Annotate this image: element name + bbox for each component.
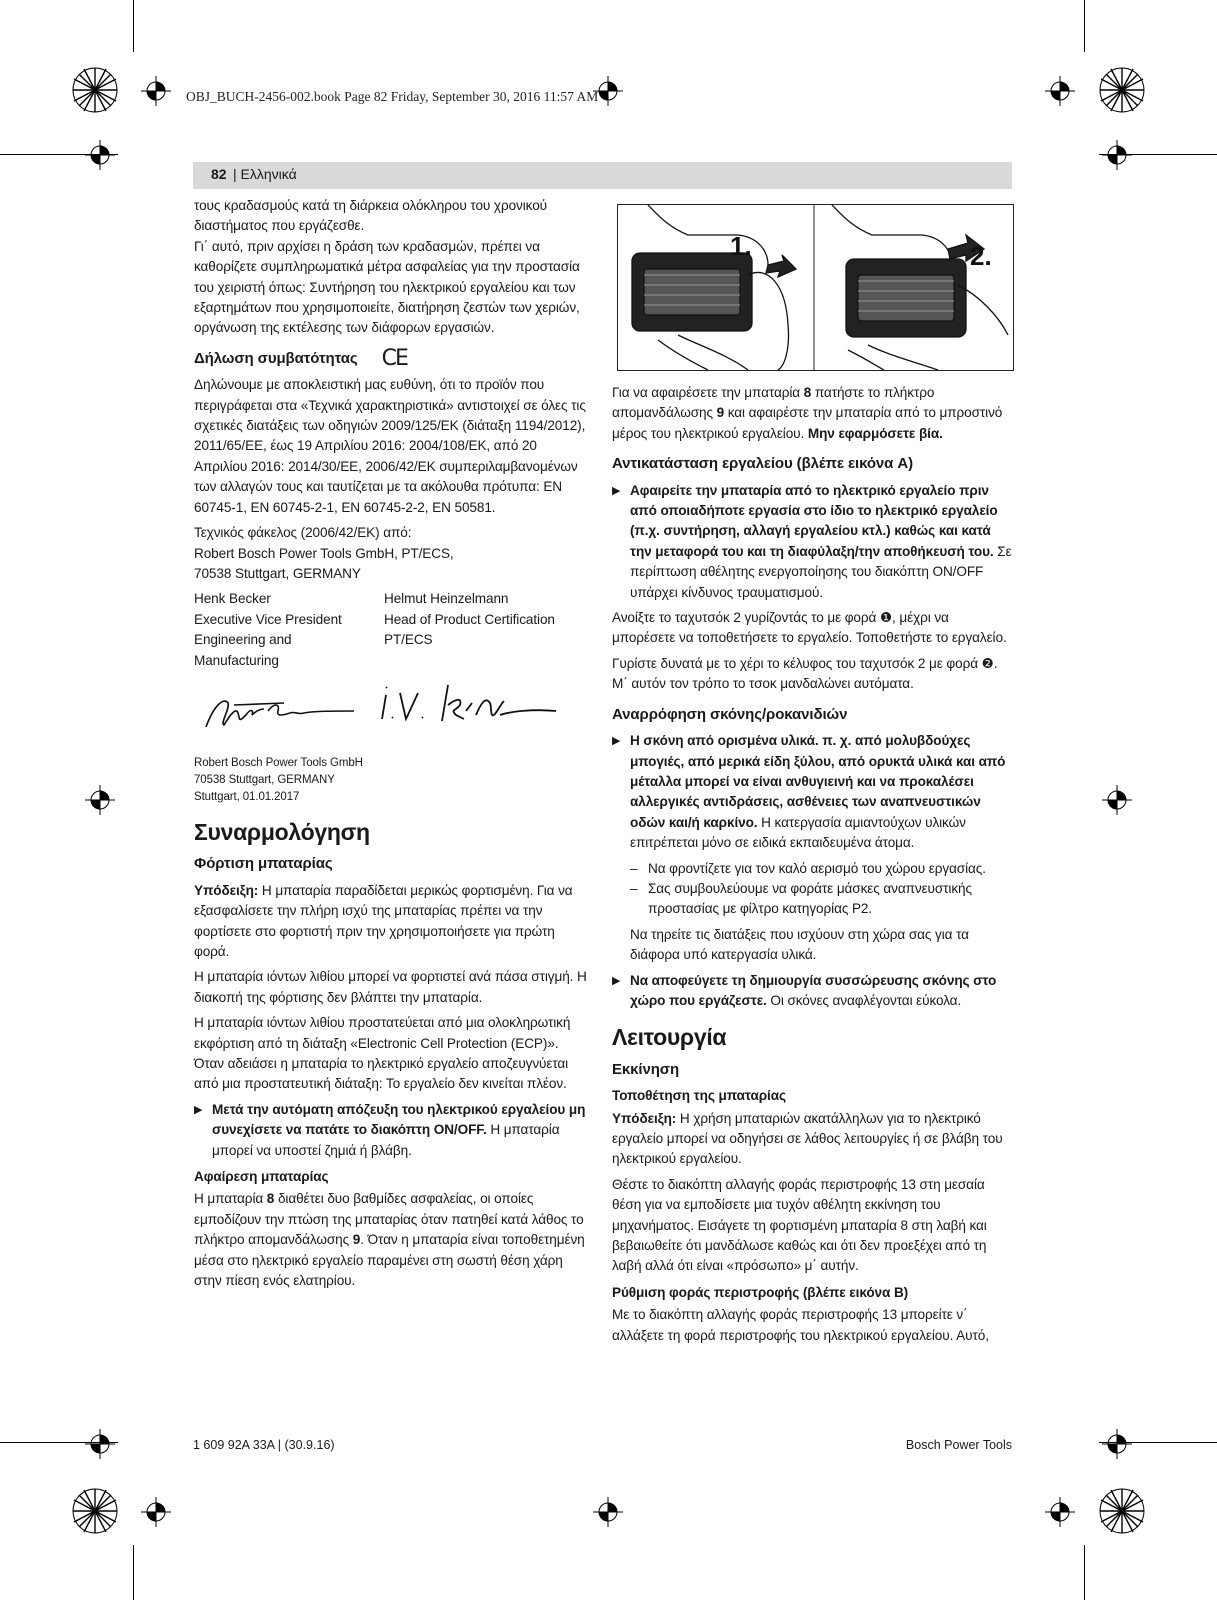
text-run: πατήστε το πλήκτρο απομανδάλωσης (612, 385, 935, 421)
declaration-title: Δήλωση συμβατότητας (194, 349, 358, 367)
figure-caption (612, 383, 1012, 444)
note-label: Υπόδειξη: (194, 882, 259, 898)
registration-rosette-icon (72, 1488, 118, 1534)
crop-mark (133, 0, 134, 52)
warning-text: Σε περίπτωση αθέλητης ενεργοποίησης του διακόπτη ON/OFF υπάρχει κίνδυνος τραυματισμού. (630, 543, 1012, 600)
paragraph: Η μπαταρία ιόντων λιθίου μπορεί να φορτιστεί ανά πάσα στιγμή. Η διακοπή της φόρτισης δεν βλάπτει την μπαταρία. (194, 969, 587, 1005)
signatory-line: PT/ECS (384, 632, 433, 648)
page-header-bar (193, 162, 1012, 189)
registration-crosshair-icon (593, 1497, 623, 1527)
paragraph: Γι΄ αυτό, πριν αρχίσει η δράση των κραδασμών, πρέπει να καθορίζετε συμπληρωματικά μέτρα ασφαλείας για την προστασία του χειριστή όπως: Συντήρηση του ηλεκτρικού εργαλείου και των εξαρτημάτων που χρησιμοποιείτε, διατήρηση ζεστών των χεριών, οργάνωση της εκτέλεσης των διάφορων εργασιών. (194, 238, 580, 336)
paragraph: Να τηρείτε τις διατάξεις που ισχύουν στη χώρα σας για τα διάφορα υπό κατεργασία υλικά. (630, 926, 969, 963)
ref-number: 8 (266, 1191, 275, 1207)
warning-bold: Μετά την αυτόματη απόζευξη του ηλεκτρικού εργαλείου μη συνεχίσετε να πατάτε το διακόπτη ON/OFF. (212, 1101, 586, 1138)
warning-bullet (194, 1100, 592, 1161)
battery-removal-figure (617, 204, 1014, 371)
language-label: Ελληνικά (240, 166, 297, 182)
registration-crosshair-icon (85, 140, 115, 170)
panel-1 (632, 205, 796, 370)
ref-number: 8 (803, 385, 812, 400)
warning-text: Η κατεργασία αμιαντούχων υλικών επιτρέπεται μόνο σε ειδικά εκπαιδευμένα άτομα. (630, 814, 966, 851)
registration-rosette-icon (1099, 1488, 1145, 1534)
insert-note (612, 1109, 1012, 1170)
paragraph: Ανοίξτε το ταχυτσόκ 2 γυρίζοντάς το με φορά ❶, μέχρι να μπορέσετε να τοποθετήσετε το εργαλείο. Τοποθετήστε το εργαλείο. (612, 610, 1007, 646)
registration-rosette-icon (1099, 67, 1145, 113)
dash-item (612, 879, 1012, 920)
signatory-line: Executive Vice President (194, 611, 342, 627)
warning-bold: Να αποφεύγετε τη δημιουργία συσσώρευσης σκόνης στο χώρο που εργάζεστε. (630, 972, 997, 1008)
step-label-1: 1. (730, 231, 752, 261)
registration-crosshair-icon (141, 76, 171, 106)
paragraph: Η μπαταρία ιόντων λιθίου προστατεύεται από μια ολοκληρωτική εκφόρτιση από τη διάταξη «Electronic Cell Protection (ECP)». Όταν αδειάσει η μπαταρία το ηλεκτρικό εργαλείο αποζευγνύεται από μια προστατευτική διάταξη: Το εργαλείο δεν κινείται πλέον. (194, 1015, 571, 1092)
bullet-triangle-icon: ▶ (612, 484, 621, 497)
company-line: Stuttgart, 01.01.2017 (194, 790, 300, 803)
warning-text: Οι σκόνες αναφλέγονται εύκολα. (766, 992, 962, 1008)
registration-crosshair-icon (85, 1429, 115, 1459)
text-run: διαθέτει δυο βαθμίδες ασφαλείας, οι οποίες εμποδίζουν την πτώση της μπαταρίας όταν πατηθεί κατά λάθος το πλήκτρο απομανδάλωσης (194, 1191, 584, 1248)
paragraph: Με το διακόπτη αλλαγής φοράς περιστροφής 13 μπορείτε ν΄ αλλάξετε τη φορά περιστροφής του ηλεκτρικού εργαλείου. Αυτό, (612, 1307, 989, 1343)
start-title: Εκκίνηση (612, 1060, 680, 1078)
removal-text (194, 1189, 592, 1291)
dash-marker: – (630, 880, 638, 896)
warning-bold: Αφαιρείτε την μπαταρία από το ηλεκτρικό εργαλείο πριν από οποιαδήποτε εργασία στο ίδιο το ηλεκτρικό εργαλείο (π.χ. συντήρηση, αλλαγή εργαλείου κτλ.) καθώς και κατά την μεταφορά του και τη διαφύλαξη/την αποθήκευσή του. (630, 482, 998, 559)
warning-bullet (612, 731, 1012, 853)
signatory-line: Head of Product Certification (384, 611, 555, 627)
crop-mark (1084, 1545, 1085, 1600)
dust-title: Αναρρόφηση σκόνης/ροκανιδιών (612, 705, 848, 723)
signatory-line: Helmut Heinzelmann (384, 591, 509, 607)
registration-crosshair-icon (1102, 1429, 1132, 1459)
registration-crosshair-icon (1045, 76, 1075, 106)
page-language (233, 166, 297, 182)
warning-bullet (612, 481, 1012, 603)
text-run: και αφαιρέστε την μπαταρία από το μπροστινό μέρος του ηλεκτρικού εργαλείου. (612, 405, 1003, 441)
tech-file (194, 523, 592, 584)
registration-crosshair-icon (1102, 785, 1132, 815)
registration-crosshair-icon (141, 1497, 171, 1527)
crop-mark (133, 1545, 134, 1600)
registration-crosshair-icon (1045, 1497, 1075, 1527)
ref-number: 9 (716, 405, 725, 421)
section-heading (194, 345, 592, 371)
company-line: Robert Bosch Power Tools GmbH (194, 756, 363, 769)
registration-crosshair-icon (1102, 140, 1132, 170)
dash-marker: – (630, 860, 638, 876)
company-line: 70538 Stuttgart, GERMANY (194, 773, 335, 786)
page-number: 82 (211, 166, 227, 182)
signatory-line: Henk Becker (194, 591, 271, 607)
signatory-line: Manufacturing (194, 652, 279, 668)
assembly-title: Συναρμολόγηση (194, 818, 370, 845)
bullet-triangle-icon: ▶ (612, 735, 621, 748)
removal-title: Αφαίρεση μπαταρίας (194, 1169, 329, 1185)
rotation-title: Ρύθμιση φοράς περιστροφής (βλέπε εικόνα B) (612, 1284, 909, 1300)
operation-title: Λειτουργία (612, 1024, 727, 1051)
dash-text: Σας συμβουλεύουμε να φοράτε μάσκες αναπνευστικής προστασίας με φίλτρο κατηγορίας P2. (648, 880, 972, 917)
registration-rosette-icon (72, 67, 118, 113)
paragraph: τους κραδασμούς κατά τη διάρκεια ολόκληρου του χρονικού διαστήματος που εργάζεσθε. (194, 198, 547, 234)
signatory-line: Engineering and (194, 632, 292, 648)
signatories (194, 589, 592, 671)
warning-text: Η μπαταρία μπορεί να υποστεί ζημιά ή βλάβη. (212, 1122, 560, 1158)
header-separator: | (233, 166, 237, 182)
ce-mark-icon: CE (381, 345, 407, 371)
left-column (194, 196, 592, 1296)
bullet-triangle-icon: ▶ (194, 1103, 203, 1116)
dash-item (612, 859, 1012, 879)
warning-bullet (612, 971, 1012, 1012)
handwritten-signatures (194, 675, 574, 743)
text-run: Για να αφαιρέσετε την μπαταρία (612, 385, 804, 400)
note-text: Η χρήση μπαταριών ακατάλληλων για το ηλεκτρικό εργαλείο μπορεί να οδηγήσει σε λάθος λειτουργίες ή σε βλάβη του ηλεκτρικού εργαλείου. (612, 1110, 1003, 1167)
insert-title: Τοποθέτηση της μπαταρίας (612, 1088, 786, 1104)
panel-2 (832, 205, 1008, 370)
tech-file-line: Robert Bosch Power Tools GmbH, PT/ECS, (194, 545, 454, 561)
company-block (194, 755, 592, 806)
book-file-header: OBJ_BUCH-2456-002.book Page 82 Friday, September 30, 2016 11:57 AM (186, 89, 599, 104)
bullet-triangle-icon: ▶ (612, 974, 621, 987)
crop-mark (1084, 0, 1085, 52)
ref-number: 9 (352, 1232, 361, 1248)
signatory-left (194, 589, 384, 671)
tool-change-title: Αντικατάσταση εργαλείου (βλέπε εικόνα A) (612, 455, 913, 473)
note-label: Υπόδειξη: (612, 1110, 677, 1126)
charging-title: Φόρτιση μπαταρίας (194, 855, 333, 873)
footer-brand: Bosch Power Tools (905, 1438, 1012, 1452)
warning-bold: Μην εφαρμόσετε βία. (807, 425, 943, 441)
paragraph: Θέστε το διακόπτη αλλαγής φοράς περιστροφής 13 στη μεσαία θέση για να εμποδίσετε μια τυχόν αθέλητη εκκίνηση του μηχανήματος. Εισάγετε τη φορτισμένη μπαταρία 8 στη λαβή και βεβαιωθείτε ότι μανδάλωσε καθώς και ότι δεν προεξέχει από τη λαβή αλλά ότι είναι «πρόσωπο» μ΄ αυτήν. (612, 1176, 987, 1274)
tech-file-line: Τεχνικός φάκελος (2006/42/ΕΚ) από: (194, 525, 412, 541)
right-column (612, 383, 1012, 1351)
registration-crosshair-icon (85, 785, 115, 815)
dash-text: Να φροντίζετε για τον καλό αερισμό του χώρου εργασίας. (648, 860, 986, 876)
battery-removal-illustration (618, 205, 1013, 370)
footer-code: 1 609 92A 33A | (30.9.16) (193, 1438, 335, 1452)
text-run: . Όταν η μπαταρία είναι τοποθετημένη μέσα στο ηλεκτρικό εργαλείο παραμένει στη σωστή θέση χάρη στην πίεση ενός ελατηρίου. (194, 1232, 585, 1289)
tech-file-line: 70538 Stuttgart, GERMANY (194, 565, 361, 581)
warning-bold: Η σκόνη από ορισμένα υλικά. π. χ. από μολυβδούχες μπογιές, από μερικά είδη ξύλου, από ορυκτά υλικά και από μέταλλα μπορεί να είναι ανθυγιεινή και να προκαλέσει αλλεργικές αντιδράσεις, ασθένειες των αναπνευστικών οδών και/ή καρκίνο. (630, 733, 1006, 830)
charging-note (194, 881, 592, 963)
text-run: Η μπαταρία (194, 1191, 267, 1207)
step-label-2: 2. (970, 241, 992, 271)
paragraph: Γυρίστε δυνατά με το χέρι το κέλυφος του ταχυτσόκ 2 με φορά ❷. Μ΄ αυτόν τον τρόπο το τσοκ μανδαλώνει αυτόματα. (612, 655, 998, 692)
signatory-right (384, 589, 574, 671)
note-text: Η μπαταρία παραδίδεται μερικώς φορτισμένη. Για να εξασφαλίσετε την πλήρη ισχύ της μπαταρίας πρέπει να την φορτίσετε στο φορτιστή πριν την χρησιμοποιήσετε για πρώτη φορά. (194, 882, 573, 959)
declaration-text: Δηλώνουμε με αποκλειστική μας ευθύνη, ότι το προϊόν που περιγράφεται στα «Τεχνικά χαρακτηριστικά» αντιστοιχεί σε όλες τις σχετικές διατάξεις των οδηγιών 2009/125/ΕΚ (διάταξη 1194/2012), 2011/65/ΕΕ, έως 19 Απριλίου 2016: 2004/108/ΕΚ, από 20 Απριλίου 2016: 2014/30/ΕΕ, 2006/42/ΕΚ συμπεριλαμβανομένων των αλλαγών τους και ταυτίζεται με τα ακόλουθα πρότυπα: EN 60745-1, EN 60745-2-1, EN 60745-2-2, EN 50581. (194, 377, 586, 515)
